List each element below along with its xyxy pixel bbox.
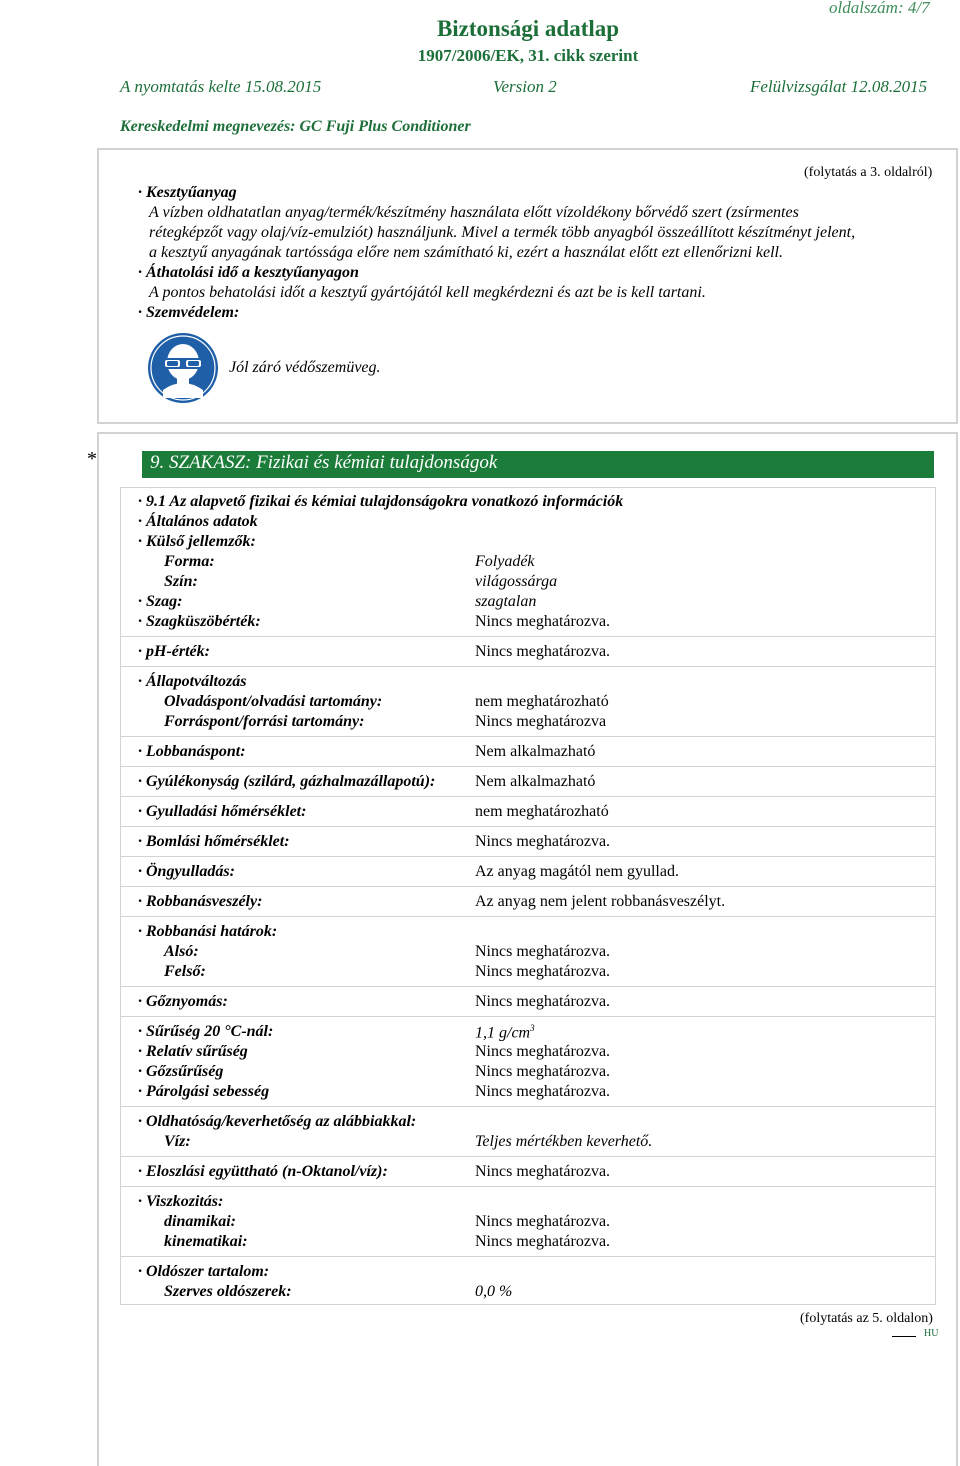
divider xyxy=(120,886,936,887)
section-heading: 9. SZAKASZ: Fizikai és kémiai tulajdonságok xyxy=(150,452,498,473)
divider xyxy=(120,766,936,767)
info-heading: · 9.1 Az alapvető fizikai és kémiai tulajdonságokra vonatkozó információk xyxy=(138,493,624,510)
penetration-text: A pontos behatolási időt a kesztyű gyártójától kell megkérdezni és azt be is kell tartani. xyxy=(149,284,706,301)
divider xyxy=(120,1016,936,1017)
flammability-label: · Gyúlékonyság (szilárd, gázhalmazállapotú): xyxy=(138,773,436,790)
explosion-danger-value: Az anyag nem jelent robbanásveszélyt. xyxy=(475,893,726,910)
divider xyxy=(120,916,936,917)
partition-value: Nincs meghatározva. xyxy=(475,1163,611,1180)
solvent-content-label: · Oldószer tartalom: xyxy=(138,1263,270,1280)
vapour-density-value: Nincs meghatározva. xyxy=(475,1063,611,1080)
organic-solvents-value: 0,0 % xyxy=(475,1283,513,1300)
glove-material-line-2: rétegképzőt vagy olaj/víz-emulziót) használjunk. Mivel a termék több anyagból összeállított készítményt jelent, xyxy=(149,224,856,241)
decomposition-temp-label: · Bomlási hőmérséklet: xyxy=(138,833,290,850)
explosion-danger-label: · Robbanásveszély: xyxy=(138,893,263,910)
vapour-pressure-value: Nincs meghatározva. xyxy=(475,993,611,1010)
ignition-temp-label: · Gyulladási hőmérséklet: xyxy=(138,803,307,820)
partition-label: · Eloszlási együttható (n-Oktanol/víz): xyxy=(138,1163,388,1180)
kinematic-label: kinematikai: xyxy=(164,1233,248,1250)
continued-from: (folytatás a 3. oldalról) xyxy=(804,165,933,180)
divider xyxy=(120,666,936,667)
safety-goggles-icon xyxy=(147,332,219,404)
divider xyxy=(120,986,936,987)
divider xyxy=(892,1336,916,1337)
odour-threshold-label: · Szagküszöbérték: xyxy=(138,613,261,630)
eye-protection-label: · Szemvédelem: xyxy=(138,304,240,321)
water-label: Víz: xyxy=(164,1133,191,1150)
version: Version 2 xyxy=(493,77,557,96)
boiling-value: Nincs meghatározva xyxy=(475,713,607,730)
melting-label: Olvadáspont/olvadási tartomány: xyxy=(164,693,383,710)
solubility-label: · Oldhatóság/keverhetőség az alábbiakkal: xyxy=(138,1113,417,1130)
appearance-label: · Külső jellemzők: xyxy=(138,533,256,550)
density-value xyxy=(475,1023,535,1042)
melting-value: nem meghatározható xyxy=(475,693,609,710)
flash-point-label: · Lobbanáspont: xyxy=(138,743,246,760)
vapour-density-label: · Gőzsűrűség xyxy=(138,1063,224,1080)
dynamic-value: Nincs meghatározva. xyxy=(475,1213,611,1230)
evaporation-rate-label: · Párolgási sebesség xyxy=(138,1083,270,1100)
divider xyxy=(120,1156,936,1157)
organic-solvents-label: Szerves oldószerek: xyxy=(164,1283,292,1300)
dynamic-label: dinamikai: xyxy=(164,1213,237,1230)
state-change-label: · Állapotváltozás xyxy=(138,673,247,690)
divider xyxy=(120,1256,936,1257)
trade-name: Kereskedelmi megnevezés: GC Fuji Plus Conditioner xyxy=(120,118,471,135)
density-exponent: 3 xyxy=(530,1023,535,1033)
ph-label: · pH-érték: xyxy=(138,643,210,660)
eye-protection-text: Jól záró védőszemüveg. xyxy=(229,359,381,376)
evaporation-rate-value: Nincs meghatározva. xyxy=(475,1083,611,1100)
lower-limit-value: Nincs meghatározva. xyxy=(475,943,611,960)
document-subtitle: 1907/2006/EK, 31. cikk szerint xyxy=(417,46,639,65)
decomposition-temp-value: Nincs meghatározva. xyxy=(475,833,611,850)
ph-value: Nincs meghatározva. xyxy=(475,643,611,660)
glove-material-label: · Kesztyűanyag xyxy=(138,184,237,201)
continued-to: (folytatás az 5. oldalon) xyxy=(800,1311,933,1326)
revision-marker: * xyxy=(87,448,97,470)
divider xyxy=(120,736,936,737)
divider xyxy=(120,636,936,637)
divider xyxy=(120,856,936,857)
viscosity-label: · Viszkozitás: xyxy=(138,1193,224,1210)
glove-material-line-3: a kesztyű anyagának tartóssága előre nem számítható ki, ezért a használat előtt ezt ellenőrizni kell. xyxy=(149,244,783,261)
odour-value: szagtalan xyxy=(475,593,537,610)
explosion-limits-label: · Robbanási határok: xyxy=(138,923,278,940)
odour-threshold-value: Nincs meghatározva. xyxy=(475,613,611,630)
divider xyxy=(120,796,936,797)
self-ignition-label: · Öngyulladás: xyxy=(138,863,235,880)
divider xyxy=(120,1186,936,1187)
vapour-pressure-label: · Gőznyomás: xyxy=(138,993,228,1010)
flammability-value: Nem alkalmazható xyxy=(475,773,596,790)
language-code: HU xyxy=(924,1328,939,1339)
color-label: Szín: xyxy=(164,573,198,590)
ignition-temp-value: nem meghatározható xyxy=(475,803,609,820)
divider xyxy=(120,1106,936,1107)
glove-material-line-1: A vízben oldhatatlan anyag/termék/készítmény használata előtt vízoldékony bőrvédő szert (zsírmentes xyxy=(149,204,799,221)
penetration-label: · Áthatolási idő a kesztyűanyagon xyxy=(138,264,359,281)
lower-limit-label: Alsó: xyxy=(164,943,199,960)
boiling-label: Forráspont/forrási tartomány: xyxy=(164,713,365,730)
flash-point-value: Nem alkalmazható xyxy=(475,743,596,760)
density-number: 1,1 g/cm xyxy=(475,1024,531,1042)
relative-density-value: Nincs meghatározva. xyxy=(475,1043,611,1060)
self-ignition-value: Az anyag magától nem gyullad. xyxy=(475,863,679,880)
water-value: Teljes mértékben keverhető. xyxy=(475,1133,653,1150)
divider xyxy=(120,826,936,827)
print-date: A nyomtatás kelte 15.08.2015 xyxy=(120,77,322,96)
page-number: oldalszám: 4/7 xyxy=(829,0,930,17)
color-value: világossárga xyxy=(475,573,558,590)
review-date: Felülvizsgálat 12.08.2015 xyxy=(750,77,928,96)
density-label: · Sűrűség 20 °C-nál: xyxy=(138,1023,274,1040)
upper-limit-label: Felső: xyxy=(164,963,206,980)
kinematic-value: Nincs meghatározva. xyxy=(475,1233,611,1250)
upper-limit-value: Nincs meghatározva. xyxy=(475,963,611,980)
form-value: Folyadék xyxy=(475,553,535,570)
document-title: Biztonsági adatlap xyxy=(436,16,620,41)
form-label: Forma: xyxy=(164,553,215,570)
general-data: · Általános adatok xyxy=(138,513,258,530)
odour-label: · Szag: xyxy=(138,593,183,610)
relative-density-label: · Relatív sűrűség xyxy=(138,1043,248,1060)
